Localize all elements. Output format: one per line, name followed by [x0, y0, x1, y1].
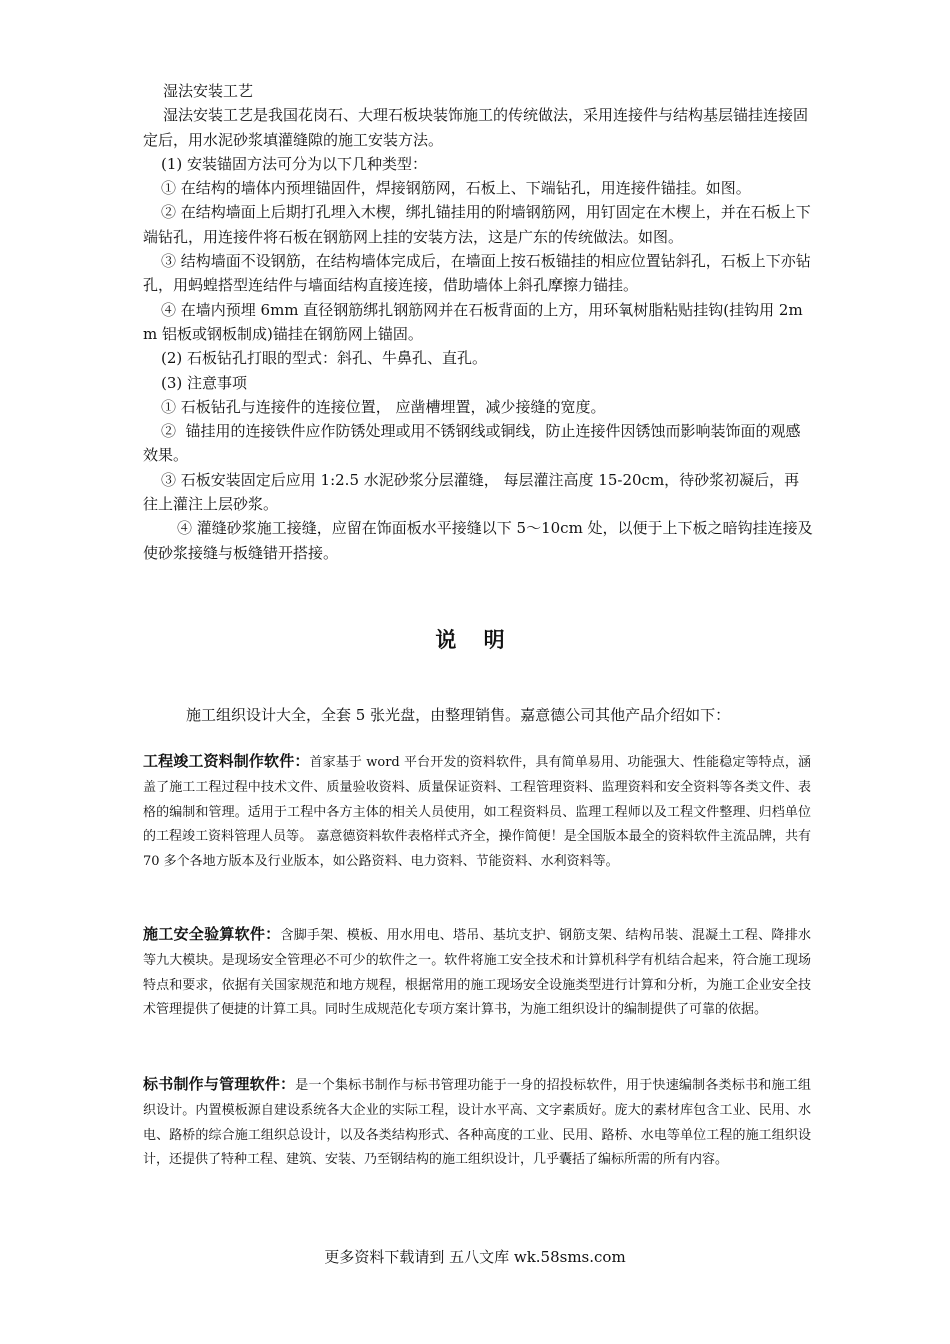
paragraph: (3) 注意事项	[161, 373, 248, 392]
product-block	[143, 922, 811, 1023]
paragraph: (2) 石板钻孔打眼的型式：斜孔、牛鼻孔、直孔。	[161, 349, 488, 368]
paragraph: ① 石板钻孔与连接件的连接位置， 应凿槽埋置，减少接缝的宽度。	[161, 397, 606, 416]
product-description: 含脚手架、模板、用水用电、塔吊、基坑支护、钢筋支架、结构吊装、混凝土工程、降排水等九大模块。是现场安全管理必不可少的软件之一。软件将施工安全技术和计算机科学有机结合起来，符合施工现场特点和要求，依据有关国家规范和地方规程，根据常用的施工现场安全设施类型进行计算和分析，为施工企业安全技术管理提供了便捷的计算工具。同时生成规范化专项方案计算书，为施工组织设计的编制提供了可靠的依据。	[143, 928, 811, 1018]
paragraph: ④ 在墙内预埋 6mm 直径钢筋绑扎钢筋网并在石板背面的上方，用环氧树脂粘贴挂钩(挂钩用 2mm 铝板或钢板制成)锚挂在钢筋网上锚固。	[143, 300, 803, 343]
paragraph: (1) 安装锚固方法可分为以下几种类型：	[161, 154, 428, 173]
product-name: 施工安全验算软件：	[143, 925, 281, 943]
notice-heading: 说 明	[435, 628, 515, 652]
paragraph: ④ 灌缝砂浆施工接缝，应留在饰面板水平接缝以下 5～10cm 处，以便于上下板之暗钩挂连接及使砂浆接缝与板缝错开搭接。	[143, 519, 813, 562]
paragraph: ③ 石板安装固定后应用 1:2.5 水泥砂浆分层灌缝， 每层灌注高度 15-20cm，待砂浆初凝后，再往上灌注上层砂浆。	[143, 470, 800, 514]
footer-link-text[interactable]: 更多资料下载请到 五八文库 wk.58sms.com	[324, 1248, 626, 1266]
product-name: 工程竣工资料制作软件：	[143, 752, 310, 770]
paragraph: ② 在结构墙面上后期打孔埋入木楔，绑扎锚挂用的附墙钢筋网，用钉固定在木楔上，并在石板上下端钻孔，用连接件将石板在钢筋网上挂的安装方法，这是广东的传统做法。如图。	[143, 203, 811, 246]
paragraph: ① 在结构的墙体内预埋锚固件，焊接钢筋网，石板上、下端钻孔，用连接件锚挂。如图。	[161, 179, 751, 198]
product-block	[143, 749, 811, 875]
product-description: 首家基于 word 平台开发的资料软件，具有简单易用、功能强大、性能稳定等特点，涵盖了施工工程过程中技术文件、质量验收资料、质量保证资料、工程管理资料、监理资料和安全资料等各类文件、表格的编制和管理。适用于工程中各方主体的相关人员使用，如工程资料员、监理工程师以及工程文件整理、归档单位的工程竣工资料管理人员等。 嘉意德资料软件表格样式齐全，操作简便！是全国版本最全的资料软件主流品牌，共有 70 多个各地方版本及行业版本，如公路资料、电力资料、节能资料、水利资料等。	[143, 755, 811, 870]
paragraph: ③ 结构墙面不设钢筋，在结构墙体完成后，在墙面上按石板锚挂的相应位置钻斜孔，石板上下亦钻孔，用蚂蝗搭型连结件与墙面结构直接连接，借助墙体上斜孔摩擦力锚挂。	[143, 252, 811, 295]
paragraph: 湿法安装工艺是我国花岗石、大理石板块装饰施工的传统做法，采用连接件与结构基层锚挂连接固定后，用水泥砂浆填灌缝隙的施工安装方法。	[143, 106, 809, 149]
notice-intro: 施工组织设计大全，全套 5 张光盘，由整理销售。嘉意德公司其他产品介绍如下：	[186, 706, 731, 724]
paragraph: ② 锚挂用的连接铁件应作防锈处理或用不锈钢线或铜线，防止连接件因锈蚀而影响装饰面的观感效果。	[143, 422, 801, 465]
wet-installation-section	[143, 79, 813, 565]
product-block	[143, 1072, 811, 1173]
product-description: 是一个集标书制作与标书管理功能于一身的招投标软件，用于快速编制各类标书和施工组织设计。内置模板源自建设系统各大企业的实际工程，设计水平高、文字素质好。庞大的素材库包含工业、民用、水电、路桥的综合施工组织总设计，以及各类结构形式、各种高度的工业、民用、路桥、水电等单位工程的施工组织设计，还提供了特种工程、建筑、安装、乃至钢结构的施工组织设计，几乎囊括了编标所需的所有内容。	[143, 1078, 811, 1168]
section-title: 湿法安装工艺	[163, 82, 254, 100]
product-name: 标书制作与管理软件：	[143, 1075, 296, 1093]
